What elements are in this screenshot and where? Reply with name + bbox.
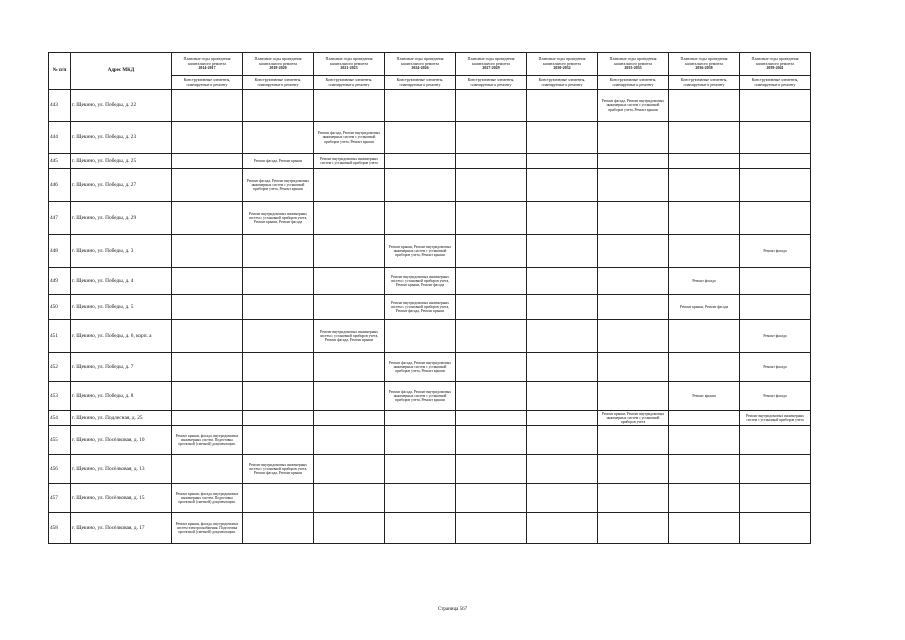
table-row: [49, 90, 811, 122]
table-body: [49, 90, 811, 544]
repair-cell: [669, 169, 740, 202]
address-header: Адрес МКД: [71, 53, 172, 90]
repair-cell: [456, 90, 527, 122]
repair-cell: Ремонт внутридомовых инженерных систем с установкой приборов учета, Ремонт фасада, Ремонт крыши: [314, 320, 385, 353]
repair-cell: Ремонт фасада, Ремонт внутридомовых инженерных систем с установкой приборов учета, Ремонт крыши: [385, 382, 456, 411]
elements-subheader: Конструктивные элементы, планируемые к ремонту: [456, 76, 527, 90]
repair-cell: [172, 295, 243, 320]
repair-cell: [740, 169, 811, 202]
row-address: г. Щекино, ул. Победы, д. 3: [71, 235, 172, 268]
repair-cell: [385, 122, 456, 154]
period-title: Плановые годы проведения капитального ремонта: [254, 56, 302, 66]
repair-cell: [385, 90, 456, 122]
repair-cell: [669, 122, 740, 154]
period-header: [314, 53, 385, 76]
period-years: 2018-2020: [269, 65, 287, 71]
row-address: г. Щекино, ул. Посёлковая, д. 10: [71, 426, 172, 455]
repair-cell: [598, 320, 669, 353]
repair-cell: [456, 268, 527, 295]
row-number: 443: [49, 90, 71, 122]
repair-cell: [314, 268, 385, 295]
period-years: 2039-2041: [766, 65, 784, 71]
repair-cell: [669, 202, 740, 235]
repair-cell: [172, 455, 243, 484]
row-number: 451: [49, 320, 71, 353]
table-row: [49, 235, 811, 268]
elements-subheader: Конструктивные элементы, планируемые к ремонту: [385, 76, 456, 90]
table-row: [49, 268, 811, 295]
capital-repair-table: [48, 52, 811, 544]
repair-cell: Ремонт фасада: [740, 320, 811, 353]
repair-cell: [527, 122, 598, 154]
row-address: г. Щекино, ул. Победы, д. 22: [71, 90, 172, 122]
repair-cell: [314, 353, 385, 382]
repair-cell: [243, 295, 314, 320]
repair-cell: [740, 513, 811, 544]
table-row: [49, 295, 811, 320]
period-years: 2014-2017: [198, 65, 216, 71]
repair-cell: [385, 426, 456, 455]
repair-cell: [243, 122, 314, 154]
row-address: г. Щекино, ул. Посёлковая, д. 17: [71, 513, 172, 544]
repair-cell: [598, 202, 669, 235]
repair-cell: [527, 90, 598, 122]
period-title: Плановые годы проведения капитального ремонта: [396, 56, 444, 66]
repair-cell: Ремонт внутридомовых инженерных систем с установкой приборов учета, Ремонт крыши, Ремонт фасада: [243, 202, 314, 235]
repair-cell: [456, 484, 527, 513]
repair-cell: Ремонт крыши, Ремонт фасада: [669, 295, 740, 320]
repair-cell: [527, 154, 598, 169]
repair-cell: [598, 455, 669, 484]
repair-cell: [243, 484, 314, 513]
repair-cell: [527, 411, 598, 426]
table-row: [49, 426, 811, 455]
repair-cell: [598, 154, 669, 169]
row-number: 456: [49, 455, 71, 484]
table-row: [49, 169, 811, 202]
repair-cell: [172, 235, 243, 268]
repair-cell: [527, 484, 598, 513]
repair-cell: [385, 513, 456, 544]
repair-cell: [598, 353, 669, 382]
row-address: г. Щекино, ул. Победы, д. 23: [71, 122, 172, 154]
repair-cell: [598, 169, 669, 202]
repair-cell: [527, 268, 598, 295]
repair-cell: [740, 122, 811, 154]
repair-cell: [598, 484, 669, 513]
table-row: [49, 353, 811, 382]
repair-cell: [385, 411, 456, 426]
period-title: Плановые годы проведения капитального ремонта: [680, 56, 728, 66]
repair-cell: [740, 455, 811, 484]
repair-cell: [314, 235, 385, 268]
repair-cell: [385, 320, 456, 353]
repair-cell: [243, 426, 314, 455]
table-row: [49, 202, 811, 235]
repair-cell: [243, 235, 314, 268]
repair-cell: Ремонт внутридомовых инженерных систем с установкой приборов учета, Ремонт крыши, Ремонт фасада: [385, 268, 456, 295]
period-years: 2030-2032: [553, 65, 571, 71]
row-number: 450: [49, 295, 71, 320]
page-number: Страница 567: [437, 607, 468, 612]
repair-cell: [172, 154, 243, 169]
repair-cell: Ремонт фасада: [740, 235, 811, 268]
row-number: 457: [49, 484, 71, 513]
row-number: 455: [49, 426, 71, 455]
repair-cell: [314, 169, 385, 202]
period-header: [669, 53, 740, 76]
elements-subheader: Конструктивные элементы, планируемые к ремонту: [740, 76, 811, 90]
repair-cell: Ремонт фасада: [669, 268, 740, 295]
repair-cell: [456, 382, 527, 411]
repair-cell: [456, 426, 527, 455]
repair-cell: [456, 202, 527, 235]
table-row: [49, 382, 811, 411]
repair-cell: Ремонт фасада: [740, 353, 811, 382]
period-years: 2036-2038: [695, 65, 713, 71]
repair-cell: [456, 455, 527, 484]
row-address: г. Щекино, ул. Победы, д. 5: [71, 295, 172, 320]
row-number: 446: [49, 169, 71, 202]
repair-cell: [740, 90, 811, 122]
repair-cell: Ремонт крыши, фасада, внутридомовых инженерных систем. Подготовка проектной (сметной) документации.: [172, 426, 243, 455]
repair-cell: [740, 268, 811, 295]
row-address: г. Щекино, ул. Победы, д. 7: [71, 353, 172, 382]
repair-cell: [669, 455, 740, 484]
period-header: [243, 53, 314, 76]
repair-cell: [669, 235, 740, 268]
row-address: г. Щекино, ул. Победы, д. 4: [71, 268, 172, 295]
repair-cell: [172, 353, 243, 382]
repair-cell: [456, 320, 527, 353]
repair-cell: [172, 268, 243, 295]
repair-cell: [740, 426, 811, 455]
repair-cell: [314, 426, 385, 455]
repair-cell: [172, 411, 243, 426]
table-row: [49, 122, 811, 154]
repair-cell: [527, 235, 598, 268]
row-number: 453: [49, 382, 71, 411]
repair-cell: [243, 513, 314, 544]
repair-cell: Ремонт внутридомовых инженерных систем с установкой приборов учета: [740, 411, 811, 426]
period-years: 2024-2026: [411, 65, 429, 71]
table-row: [49, 154, 811, 169]
repair-cell: [314, 202, 385, 235]
repair-cell: [314, 484, 385, 513]
repair-cell: [172, 169, 243, 202]
repair-cell: Ремонт крыши, фасада, внутридомовых систем электроснабжения. Подготовка проектной (сметной) документации.: [172, 513, 243, 544]
table-row: [49, 411, 811, 426]
repair-cell: [527, 169, 598, 202]
repair-cell: Ремонт крыши, фасада, внутридомовых инженерных систем. Подготовка проектной (сметной) документации.: [172, 484, 243, 513]
repair-cell: [669, 411, 740, 426]
repair-cell: [385, 484, 456, 513]
period-title: Плановые годы проведения капитального ремонта: [751, 56, 799, 66]
table-row: [49, 484, 811, 513]
repair-cell: [669, 426, 740, 455]
repair-cell: [314, 455, 385, 484]
elements-subheader: Конструктивные элементы, планируемые к ремонту: [172, 76, 243, 90]
row-address: г. Щекино, ул. Подлесная, д. 25: [71, 411, 172, 426]
row-number: 445: [49, 154, 71, 169]
row-address: г. Щекино, ул. Победы, д. 29: [71, 202, 172, 235]
repair-cell: Ремонт фасада, Ремонт внутридомовых инженерных систем с установкой приборов учета, Ремонт крыши: [598, 90, 669, 122]
repair-cell: [669, 320, 740, 353]
row-number: 447: [49, 202, 71, 235]
repair-cell: [243, 90, 314, 122]
elements-subheader: Конструктивные элементы, планируемые к ремонту: [598, 76, 669, 90]
num-header: № п/п: [49, 53, 71, 90]
repair-cell: [598, 426, 669, 455]
row-number: 452: [49, 353, 71, 382]
row-number: 454: [49, 411, 71, 426]
repair-cell: [385, 169, 456, 202]
repair-cell: [527, 382, 598, 411]
repair-cell: [598, 122, 669, 154]
repair-cell: [172, 122, 243, 154]
repair-cell: [243, 268, 314, 295]
table-row: [49, 513, 811, 544]
repair-cell: [527, 455, 598, 484]
period-years: 2021-2023: [340, 65, 358, 71]
repair-cell: [669, 484, 740, 513]
row-number: 444: [49, 122, 71, 154]
repair-cell: [456, 169, 527, 202]
elements-subheader: Конструктивные элементы, планируемые к ремонту: [314, 76, 385, 90]
row-address: г. Щекино, ул. Победы, д. 6, корп. а: [71, 320, 172, 353]
row-number: 448: [49, 235, 71, 268]
repair-cell: [669, 90, 740, 122]
repair-cell: Ремонт фасада, Ремонт крыши: [243, 154, 314, 169]
elements-subheader: Конструктивные элементы, планируемые к ремонту: [669, 76, 740, 90]
period-header: [527, 53, 598, 76]
repair-cell: Ремонт внутридомовых инженерных систем с установкой приборов учета, Ремонт фасада, Ремонт крыши: [385, 295, 456, 320]
repair-cell: [669, 513, 740, 544]
repair-cell: [598, 295, 669, 320]
repair-cell: Ремонт крыши, Ремонт внутридомовых инженерных систем с установкой приборов учета, Ремонт крыши: [385, 235, 456, 268]
repair-cell: [314, 295, 385, 320]
period-years: 2027-2029: [482, 65, 500, 71]
repair-cell: Ремонт внутридомовых инженерных систем с установкой приборов учета: [314, 154, 385, 169]
period-header: [598, 53, 669, 76]
repair-cell: [385, 202, 456, 235]
repair-cell: Ремонт внутридомовых инженерных систем с установкой приборов учета, Ремонт фасада, Ремонт крыши: [243, 455, 314, 484]
table-row: [49, 320, 811, 353]
repair-cell: Ремонт фасада, Ремонт внутридомовых инженерных систем с установкой приборов учета, Ремонт крыши: [314, 122, 385, 154]
elements-subheader: Конструктивные элементы, планируемые к ремонту: [243, 76, 314, 90]
repair-cell: [456, 154, 527, 169]
repair-cell: [456, 122, 527, 154]
row-address: г. Щекино, ул. Посёлковая, д. 15: [71, 484, 172, 513]
period-header: [385, 53, 456, 76]
repair-cell: [669, 353, 740, 382]
period-years: 2033-2035: [624, 65, 642, 71]
repair-cell: Ремонт фасада, Ремонт внутридомовых инженерных систем с установкой приборов учета, Ремонт крыши: [385, 353, 456, 382]
repair-cell: [740, 295, 811, 320]
repair-cell: [740, 154, 811, 169]
repair-cell: [314, 411, 385, 426]
repair-cell: [598, 513, 669, 544]
period-title: Плановые годы проведения капитального ремонта: [467, 56, 515, 66]
repair-cell: Ремонт фасада, Ремонт внутридомовых инженерных систем с установкой приборов учета, Ремонт крыши: [243, 169, 314, 202]
elements-subheader: Конструктивные элементы, планируемые к ремонту: [527, 76, 598, 90]
period-title: Плановые годы проведения капитального ремонта: [325, 56, 373, 66]
repair-cell: [172, 90, 243, 122]
repair-cell: Ремонт фасада: [740, 382, 811, 411]
repair-cell: [456, 295, 527, 320]
period-header: [172, 53, 243, 76]
repair-cell: [456, 411, 527, 426]
period-header: [456, 53, 527, 76]
repair-cell: [385, 154, 456, 169]
table-header: [49, 53, 811, 90]
repair-cell: [598, 235, 669, 268]
repair-cell: [243, 353, 314, 382]
repair-cell: Ремонт крыши: [669, 382, 740, 411]
row-number: 458: [49, 513, 71, 544]
repair-cell: [527, 202, 598, 235]
repair-cell: [598, 268, 669, 295]
repair-cell: [527, 353, 598, 382]
repair-cell: Ремонт крыши, Ремонт внутридомовых инженерных систем с установкой приборов учета: [598, 411, 669, 426]
repair-cell: [172, 202, 243, 235]
row-address: г. Щекино, ул. Посёлковая, д. 13: [71, 455, 172, 484]
repair-cell: [456, 235, 527, 268]
table-row: [49, 455, 811, 484]
repair-cell: [314, 382, 385, 411]
repair-cell: [527, 426, 598, 455]
period-title: Плановые годы проведения капитального ремонта: [538, 56, 586, 66]
repair-cell: [243, 320, 314, 353]
repair-cell: [172, 382, 243, 411]
repair-cell: [243, 382, 314, 411]
row-number: 449: [49, 268, 71, 295]
repair-cell: [740, 202, 811, 235]
row-address: г. Щекино, ул. Победы, д. 8: [71, 382, 172, 411]
repair-cell: [598, 382, 669, 411]
repair-cell: [243, 411, 314, 426]
repair-cell: [314, 90, 385, 122]
period-title: Плановые годы проведения капитального ремонта: [609, 56, 657, 66]
repair-cell: [527, 513, 598, 544]
repair-cell: [314, 513, 385, 544]
repair-cell: [456, 353, 527, 382]
row-address: г. Щекино, ул. Победы, д. 27: [71, 169, 172, 202]
repair-cell: [172, 320, 243, 353]
row-address: г. Щекино, ул. Победы, д. 25: [71, 154, 172, 169]
repair-cell: [527, 320, 598, 353]
repair-cell: [385, 455, 456, 484]
repair-cell: [740, 484, 811, 513]
repair-cell: [527, 295, 598, 320]
repair-cell: [456, 513, 527, 544]
period-title: Плановые годы проведения капитального ремонта: [183, 56, 231, 66]
repair-cell: [669, 154, 740, 169]
period-header: [740, 53, 811, 76]
